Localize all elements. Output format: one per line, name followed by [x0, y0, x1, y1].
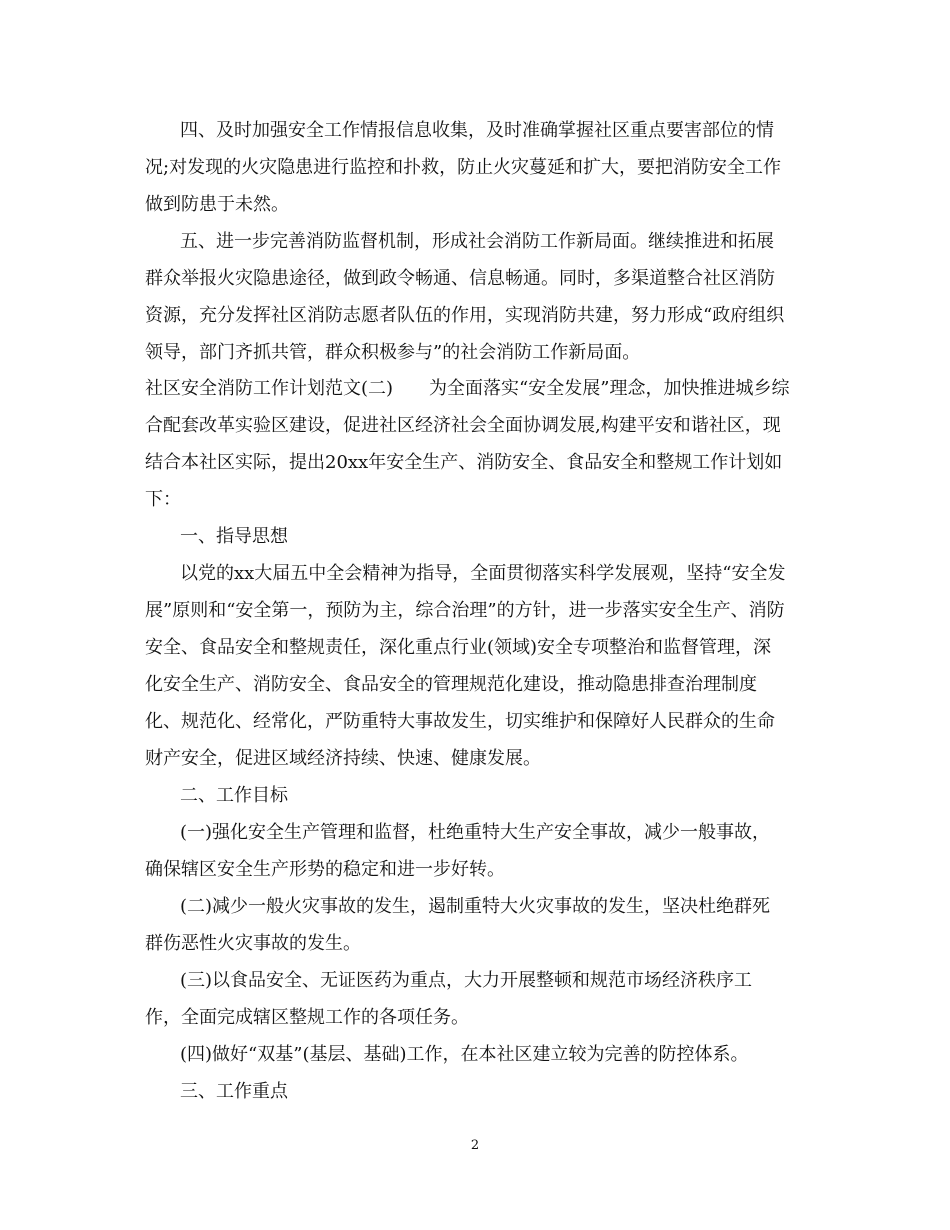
subheading-work-focus: 三、工作重点 [180, 1081, 288, 1102]
section-heading-line: 社区安全消防工作计划范文(二) 为全面落实“安全发展”理念，加快推进城乡综 [145, 378, 790, 399]
paragraph-line: 做到防患于未然。 [145, 194, 289, 215]
paragraph-line: 展”原则和“安全第一，预防为主，综合治理”的方针，进一步落实安全生产、消防 [145, 600, 785, 621]
paragraph-line: 五、进一步完善消防监督机制，形成社会消防工作新局面。继续推进和拓展 [180, 231, 774, 252]
paragraph-line: 下： [145, 489, 181, 510]
paragraph-line: 确保辖区安全生产形势的稳定和进一步好转。 [145, 859, 505, 880]
paragraph-line: (一)强化安全生产管理和监督，杜绝重特大生产安全事故，减少一般事故， [180, 822, 771, 843]
paragraph-line: 况;对发现的火灾隐患进行监控和扑救，防止火灾蔓延和扩大，要把消防安全工作 [145, 157, 782, 178]
paragraph-line: 结合本社区实际，提出20xx年安全生产、消防安全、食品安全和整规工作计划如 [145, 452, 783, 473]
subheading-guiding-thought: 一、指导思想 [180, 526, 288, 547]
paragraph-line: 作，全面完成辖区整规工作的各项任务。 [145, 1007, 469, 1028]
paragraph-line: 以党的xx大届五中全会精神为指导，全面贯彻落实科学发展观，坚持“安全发 [180, 563, 786, 584]
paragraph-line: (三)以食品安全、无证医药为重点，大力开展整顿和规范市场经济秩序工 [180, 970, 753, 991]
subheading-work-goals: 二、工作目标 [180, 785, 288, 806]
paragraph-line: 化、规范化、经常化，严防重特大事故发生，切实维护和保障好人民群众的生命 [145, 711, 775, 732]
paragraph-line: 资源，充分发挥社区消防志愿者队伍的作用，实现消防共建，努力形成“政府组织 [145, 305, 785, 326]
paragraph-line: 群众举报火灾隐患途径，做到政令畅通、信息畅通。同时，多渠道整合社区消防 [145, 268, 775, 289]
page-number: 2 [470, 1138, 480, 1153]
paragraph-line: 四、及时加强安全工作情报信息收集，及时准确掌握社区重点要害部位的情 [180, 120, 774, 141]
paragraph-line: (四)做好“双基”(基层、基础)工作，在本社区建立较为完善的防控体系。 [180, 1044, 749, 1065]
paragraph-line: 化安全生产、消防安全、食品安全的管理规范化建设，推动隐患排查治理制度 [145, 674, 757, 695]
paragraph-line: 领导，部门齐抓共管，群众积极参与”的社会消防工作新局面。 [145, 342, 641, 363]
paragraph-line: 安全、食品安全和整规责任，深化重点行业(领域)安全专项整治和监督管理，深 [145, 637, 772, 658]
paragraph-line: 群伤恶性火灾事故的发生。 [145, 933, 361, 954]
paragraph-line: 财产安全，促进区域经济持续、快速、健康发展。 [145, 748, 541, 769]
paragraph-line: (二)减少一般火灾事故的发生，遏制重特大火灾事故的发生，坚决杜绝群死 [180, 896, 771, 917]
paragraph-line: 合配套改革实验区建设，促进社区经济社会全面协调发展,构建平安和谐社区，现 [145, 415, 781, 436]
